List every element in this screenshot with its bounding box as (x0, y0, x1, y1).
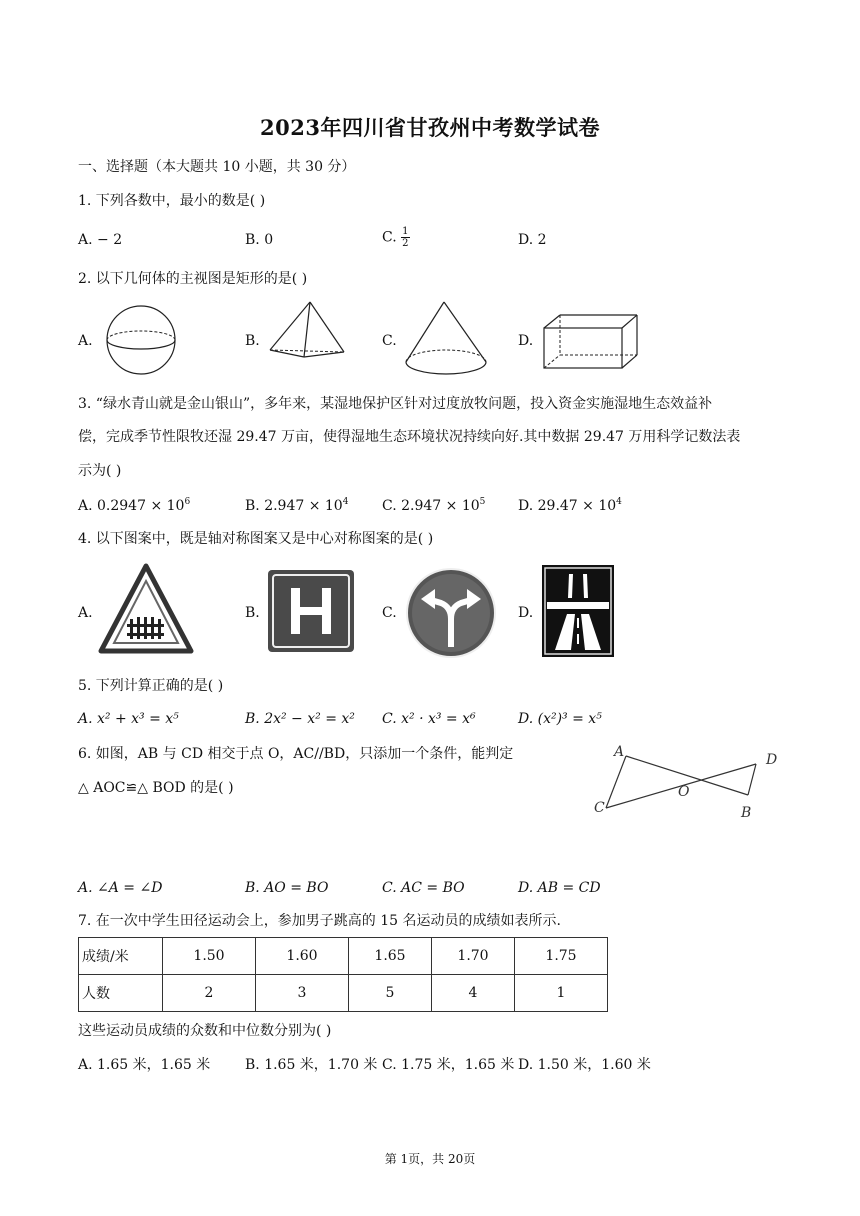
page-title: 2023年四川省甘孜州中考数学试卷 (260, 115, 600, 140)
q2-option-a[interactable]: A. (78, 333, 93, 349)
figure-label-c: C (594, 800, 605, 816)
q1-fraction-denominator: 2 (402, 238, 409, 249)
q3-option-c-base: C. 2.947 × 10 (382, 498, 480, 514)
q3-option-d-base: D. 29.47 × 10 (518, 498, 617, 514)
q7-option-d[interactable]: D. 1.50 米，1.60 米 (518, 1057, 651, 1073)
q6-line-1: 6. 如图，AB 与 CD 相交于点 O，AC//BD，只添加一个条件，能判定 (78, 746, 514, 762)
table-cell: 1 (515, 975, 608, 1012)
q4-option-a[interactable]: A. (78, 605, 93, 621)
table-cell: 1.70 (432, 938, 515, 975)
hospital-h-sign-icon (266, 568, 356, 654)
q3-option-b[interactable] (245, 496, 348, 516)
q7-option-c[interactable]: C. 1.75 米，1.65 米 (382, 1057, 515, 1073)
q2-option-c[interactable]: C. (382, 333, 397, 349)
table-cell: 5 (349, 975, 432, 1012)
q1-fraction-numerator: 1 (402, 226, 409, 237)
q6-option-a[interactable]: A. ∠A = ∠D (78, 880, 163, 896)
q1-fraction (401, 226, 409, 249)
turn-left-right-sign-icon (405, 567, 497, 659)
q4-option-b[interactable]: B. (245, 605, 260, 621)
table-header-cell: 人数 (79, 975, 163, 1012)
figure-label-d: D (766, 752, 778, 768)
q1-option-a[interactable]: A. − 2 (78, 232, 123, 248)
table-row (79, 938, 608, 975)
highway-sign-icon (541, 564, 615, 658)
q6-option-c[interactable]: C. AC = BO (382, 880, 465, 896)
q3-option-d[interactable] (518, 496, 622, 516)
geometry-figure (590, 740, 790, 825)
q1-option-c[interactable] (382, 226, 410, 249)
q5-option-b[interactable]: B. 2x² − x² = x² (245, 711, 355, 727)
q7-question: 这些运动员成绩的众数和中位数分别为( ) (78, 1023, 332, 1039)
q5-option-c[interactable]: C. x² · x³ = x⁶ (382, 711, 476, 727)
table-row (79, 975, 608, 1012)
q6-option-d[interactable]: D. AB = CD (518, 880, 601, 896)
q1-stem: 1. 下列各数中，最小的数是( ) (78, 193, 266, 209)
q5-option-a[interactable]: A. x² + x³ = x⁵ (78, 711, 179, 727)
q3-line-2: 偿，完成季节性限牧还湿 29.47 万亩，使得湿地生态环境状况持续向好.其中数据 29.47 万用科学记数法表 (78, 429, 741, 445)
table-header-cell: 成绩/米 (79, 938, 163, 975)
figure-label-a: A (614, 744, 625, 760)
q4-option-c[interactable]: C. (382, 605, 397, 621)
figure-label-o: O (678, 784, 690, 800)
table-cell: 1.60 (256, 938, 349, 975)
q6-option-b[interactable]: B. AO = BO (245, 880, 329, 896)
q5-stem: 5. 下列计算正确的是( ) (78, 678, 224, 694)
q2-stem: 2. 以下几何体的主视图是矩形的是( ) (78, 271, 308, 287)
section-heading: 一、选择题（本大题共 10 小题，共 30 分） (78, 159, 356, 175)
q3-option-c-exponent: 5 (479, 497, 486, 507)
q7-option-a[interactable]: A. 1.65 米，1.65 米 (78, 1057, 211, 1073)
q1-option-c-label: C. (382, 229, 397, 246)
score-table (78, 937, 608, 1012)
q6-line-2: △ AOC≌△ BOD 的是( ) (78, 780, 234, 796)
q3-option-a-base: A. 0.2947 × 10 (78, 498, 185, 514)
q5-option-d[interactable]: D. (x²)³ = x⁵ (518, 711, 602, 727)
railway-crossing-sign-icon (98, 563, 194, 657)
q1-option-d[interactable]: D. 2 (518, 232, 547, 248)
q3-line-3: 示为( ) (78, 463, 122, 479)
q3-option-b-exponent: 4 (342, 497, 349, 507)
q2-option-b[interactable]: B. (245, 333, 260, 349)
q3-option-b-base: B. 2.947 × 10 (245, 498, 343, 514)
q7-option-b[interactable]: B. 1.65 米，1.70 米 (245, 1057, 378, 1073)
q3-option-d-exponent: 4 (616, 497, 622, 507)
cone-icon (402, 300, 492, 380)
cuboid-icon (542, 313, 642, 373)
q4-stem: 4. 以下图案中，既是轴对称图案又是中心对称图案的是( ) (78, 531, 434, 547)
page-footer: 第 1页，共 20页 (384, 1152, 476, 1166)
q3-line-1: 3. “绿水青山就是金山银山”，多年来，某湿地保护区针对过度放牧问题，投入资金实施湿地生态效益补 (78, 396, 713, 412)
pyramid-icon (268, 300, 348, 360)
figure-label-b: B (741, 805, 752, 821)
q4-option-d[interactable]: D. (518, 605, 534, 621)
table-cell: 4 (432, 975, 515, 1012)
table-cell: 2 (163, 975, 256, 1012)
table-cell: 1.50 (163, 938, 256, 975)
q1-option-b[interactable]: B. 0 (245, 232, 274, 248)
q3-option-a-exponent: 6 (184, 497, 191, 507)
sphere-icon (105, 302, 180, 377)
q3-option-c[interactable] (382, 496, 485, 516)
table-cell: 1.65 (349, 938, 432, 975)
q2-option-d[interactable]: D. (518, 333, 534, 349)
q7-stem: 7. 在一次中学生田径运动会上，参加男子跳高的 15 名运动员的成绩如表所示. (78, 913, 561, 929)
table-cell: 1.75 (515, 938, 608, 975)
table-cell: 3 (256, 975, 349, 1012)
q3-option-a[interactable] (78, 496, 190, 516)
